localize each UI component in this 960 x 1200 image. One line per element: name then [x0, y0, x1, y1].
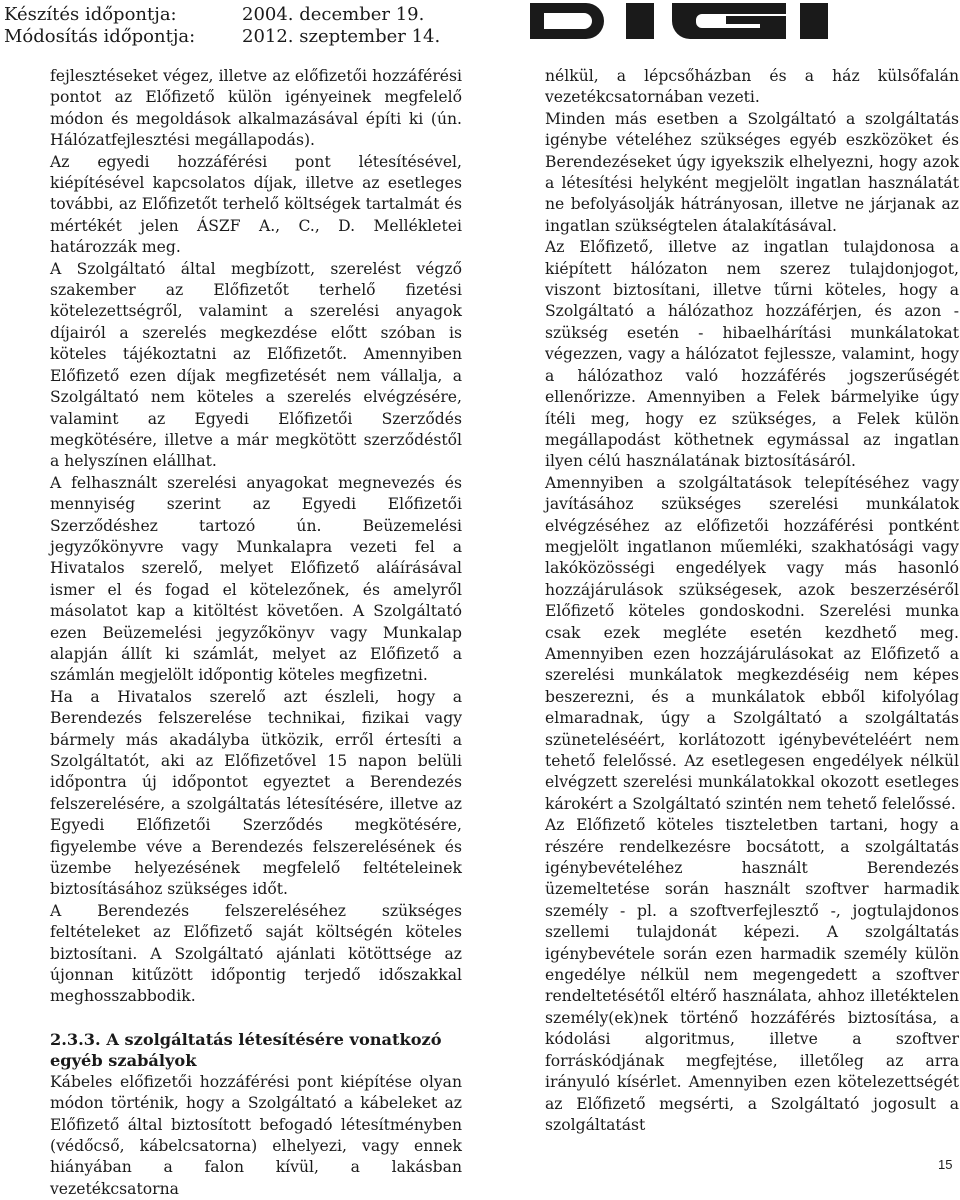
- left-paragraph-7: Kábeles előfizetői hozzáférési pont kiépítése olyan módon történik, hogy a Szolgáltató a kábeleket az Előfizető által biztosított befogadó létesítményben (védőcső, kábelcsatorna) elhelyezi, vagy ennek hiányában a falon kívül, a lakásban vezetékcsatorna: [50, 1072, 462, 1198]
- left-paragraph-3: A Szolgáltató által megbízott, szerelést végző szakember az Előfizetőt terhelő fizetési kötelezettségről, valamint a szerelési anyagok díjairól a szerelés megkezdése előtt szóban is köteles tájékoztatni az Előfizetőt. Amennyiben Előfizető ezen díjak megfizetését nem vállalja, a Szolgáltató nem köteles a szerelés elvégzésére, valamint az Egyedi Előfizetői Szerződés megkötésére, illetve a már megkötött szerződéstől a helyszínen elállhat.: [50, 259, 462, 471]
- modified-row: [4, 26, 440, 48]
- left-column: [50, 66, 462, 1200]
- created-value: 2004. december 19.: [242, 4, 425, 25]
- right-paragraph-1: nélkül, a lépcsőházban és a ház külsőfalán vezetékcsatornában vezeti.: [545, 67, 959, 107]
- digi-logo: [530, 3, 830, 39]
- document-header: [4, 4, 440, 48]
- right-paragraph-3: Az Előfizető, illetve az ingatlan tulajdonosa a kiépített hálózaton nem szerez tulajdonjogot, viszont biztosítani, illetve tűrni köteles, hogy a Szolgáltató a hálózathoz hozzáférjen, és azon - szükség esetén - hibaelhárítási munkálatokat végezzen, vagy a hálózatot fejlessze, valamint, hogy a hálózathoz való hozzáférés jogszerűségét ellenőrizze. Amennyiben a Felek bármelyike úgy ítéli meg, hogy ez szükséges, a Felek külön megállapodást köthetnek egymással az ingatlan ilyen célú használatának biztosításáról.: [545, 238, 959, 471]
- left-paragraph-1: fejlesztéseket végez, illetve az előfizetői hozzáférési pontot az Előfizető külön igényeinek megfelelő módon és megoldások alkalmazásával építi ki (ún. Hálózatfejlesztési megállapodás).: [50, 67, 462, 150]
- section-heading: 2.3.3. A szolgáltatás létesítésére vonatkozó egyéb szabályok: [50, 1029, 442, 1071]
- created-row: [4, 4, 440, 26]
- left-paragraph-2: Az egyedi hozzáférési pont létesítésével, kiépítésével kapcsolatos díjak, illetve az esetleges további, az Előfizetőt terhelő költségek tartalmát és mértékét jelen ÁSZF A., C., D. Mellékletei határozzák meg.: [50, 152, 462, 257]
- left-paragraph-4: A felhasznált szerelési anyagokat megnevezés és mennyiség szerint az Egyedi Előfizetői Szerződéshez tartozó ún. Beüzemelési jegyzőkönyvre vagy Munkalapra vezeti fel a Hivatalos szerelő, melyet Előfizető aláírásával ismer el és fogad el kötelezőnek, és amelyről másolatot kap a kitöltést követően. A Szolgáltató ezen Beüzemelési jegyzőkönyv vagy Munkalap alapján állít ki számlát, melyet az Előfizető a számlán megjelölt időpontig köteles megfizetni.: [50, 473, 462, 685]
- modified-value: 2012. szeptember 14.: [242, 26, 441, 47]
- page-number: 15: [938, 1157, 953, 1172]
- left-paragraph-6: A Berendezés felszereléséhez szükséges feltételeket az Előfizető saját költségén köteles biztosítani. A Szolgáltató ajánlati kötöttsége az újonnan kitűzött időpontig terjedő időszakkal meghosszabbodik.: [50, 901, 462, 1006]
- left-paragraph-5: Ha a Hivatalos szerelő azt észleli, hogy a Berendezés felszerelése technikai, fizikai vagy bármely más akadályba ütközik, erről értesíti a Szolgáltatót, aki az Előfizetővel 15 napon belüli időpontra új időpontot egyeztet a Berendezés felszerelésére, a szolgáltatás létesítésére, illetve az Egyedi Előfizetői Szerződés megkötésére, figyelembe véve a Berendezés felszerelésének és üzembe helyezésének megfelelő feltételeinek biztosításához szükséges időt.: [50, 687, 462, 899]
- right-paragraph-4: Amennyiben a szolgáltatások telepítéséhez vagy javításához szükséges szerelési munkálatok elvégzéséhez az előfizetői hozzáférési pontként megjelölt ingatlanon műemléki, szakhatósági vagy lakóközösségi engedélyek vagy más hasonló hozzájárulások szükségesek, azok beszerzéséről Előfizető köteles gondoskodni. Szerelési munka csak ezek megléte esetén kezdhető meg. Amennyiben ezen hozzájárulásokat az Előfizető a szerelési munkálatok megkezdéséig nem képes beszerezni, és a munkálatok ebből kifolyólag elmaradnak, úgy a Szolgáltató a szolgáltatás szüneteléséért, korlátozott igénybevételéért nem tehető felelőssé. Az esetlegesen engedélyek nélkül elvégzett szerelési munkálatokkal okozott esetleges károkért a Szolgáltató szintén nem tehető felelőssé.: [545, 473, 959, 813]
- right-paragraph-5: Az Előfizető köteles tiszteletben tartani, hogy a részére rendelkezésre bocsátott, a szolgáltatás igénybevételéhez használt Berendezés üzemeltetése során használt szoftver harmadik személy - pl. a szoftverfejlesztő -, jogtulajdonos szellemi tulajdonát képezi. A szolgáltatás igénybevétele során ezen harmadik személy külön engedélye nélkül nem megengedett a szoftver rendeltetésétől eltérő használata, ahhoz illetéktelen személy(ek)nek történő hozzáférés biztosítása, a kódolási algoritmus, illetve a szoftver forráskódjának megfejtése, illetőleg az arra irányuló kísérlet. Amennyiben ezen kötelezettségét az Előfizető megsérti, a Szolgáltató jogosult a szolgáltatást: [545, 816, 959, 1134]
- right-paragraph-2: Minden más esetben a Szolgáltató a szolgáltatás igénybe vételéhez szükséges egyéb eszközöket és Berendezéseket úgy igyekszik elhelyezni, hogy azok a létesítési helyként megjelölt ingatlan használatát ne befolyásolják hátrányosan, illetve ne járjanak az ingatlan szükségtelen átalakításával.: [545, 109, 959, 235]
- right-column: [545, 66, 959, 1136]
- created-label: Készítés időpontja:: [4, 4, 177, 25]
- modified-label: Módosítás időpontja:: [4, 26, 196, 47]
